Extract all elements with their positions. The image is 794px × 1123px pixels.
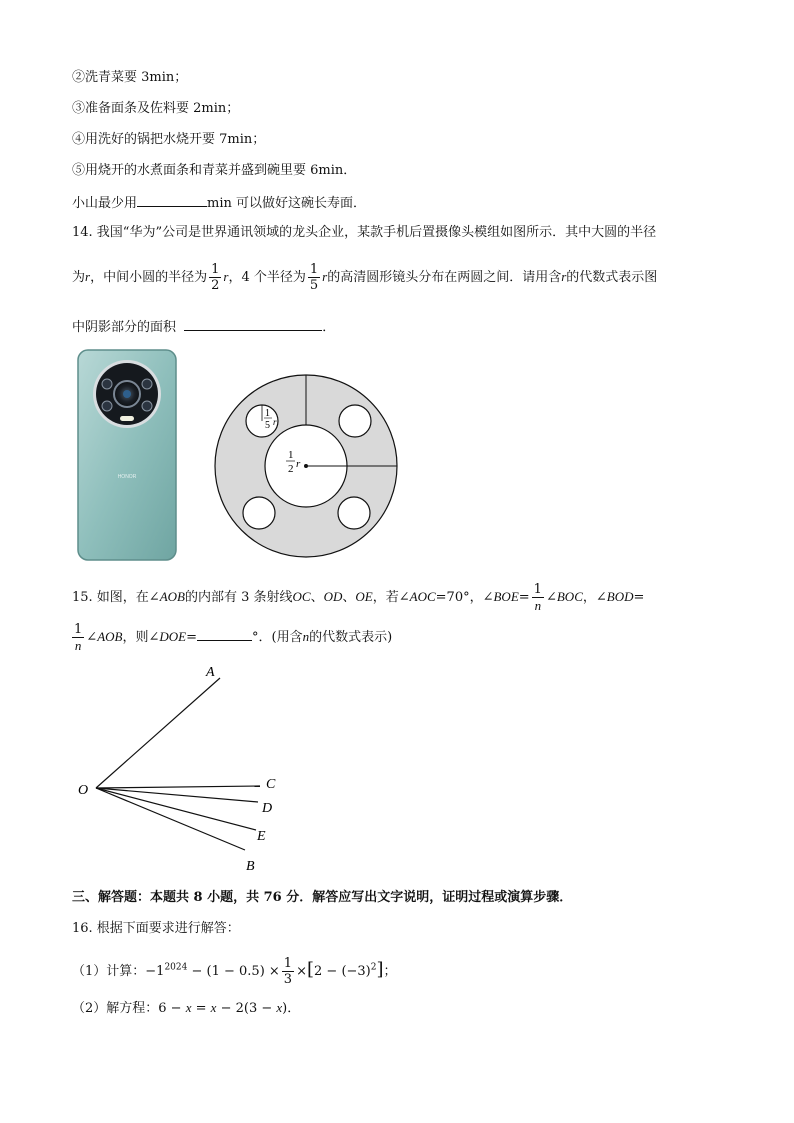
label-d: D xyxy=(262,801,273,816)
fraction-fifth xyxy=(308,262,320,293)
q16-p2-a: 6 − xyxy=(158,1001,186,1016)
q15-t1e: ∠ xyxy=(545,590,557,605)
camera-diagram xyxy=(208,372,404,568)
section-3-heading: 三、解答题：本题共 8 小题，共 76 分．解答应写出文字说明，证明过程或演算步骤． xyxy=(72,890,573,905)
lens-circle xyxy=(243,497,275,529)
angle-figure xyxy=(70,658,300,876)
answer-suffix: min 可以做好这碗长寿面． xyxy=(207,196,367,211)
answer-prefix: 小山最少用 xyxy=(72,196,138,211)
angle-boe: BOE xyxy=(493,589,519,604)
q15-t2b: ，则∠ xyxy=(122,630,160,645)
q15-t2e: 的代数式表示) xyxy=(309,630,393,645)
frac-num: 1 xyxy=(211,262,220,277)
q15-line1 xyxy=(72,582,644,613)
frac-num: 1 xyxy=(74,622,83,637)
var-r: r xyxy=(561,269,567,284)
sep: 、 xyxy=(342,590,356,605)
ray-oe-line xyxy=(96,788,256,830)
q16-p1-exp: 2024 xyxy=(164,962,188,973)
frac-den: 2 xyxy=(211,278,220,293)
q16-p1-label: （1）计算： xyxy=(72,964,146,979)
frac-den: n xyxy=(534,598,542,613)
fraction-third xyxy=(282,956,294,987)
lens-circle xyxy=(339,405,371,437)
label-mid-num: 1 xyxy=(288,449,294,461)
q14-t3: 中阴影部分的面积 xyxy=(72,320,177,335)
eq: = xyxy=(633,590,645,605)
ray-ob-line xyxy=(96,788,245,850)
fraction-1-over-n xyxy=(72,622,84,653)
ray-od-line xyxy=(96,788,258,802)
ray-oe: OE xyxy=(355,589,373,604)
q15-t2c: = xyxy=(186,630,197,645)
bracket-open: [ xyxy=(306,959,315,980)
q14-dot: ． xyxy=(322,320,336,335)
angle-boc: BOC xyxy=(556,589,583,604)
var-r: r xyxy=(223,269,229,284)
q15-t1b: 的内部有 3 条射线 xyxy=(184,590,293,605)
frac-den: 5 xyxy=(309,278,319,293)
label-o: O xyxy=(78,783,89,798)
var-n: n xyxy=(302,629,310,644)
q16-p1-a: −1 xyxy=(145,964,165,979)
angle-aob: AOB xyxy=(97,629,123,644)
label-e: E xyxy=(257,829,266,844)
angle-aoc: AOC xyxy=(409,589,436,604)
q14-line1: 14. 我国“华为”公司是世界通讯领域的龙头企业，某款手机后置摄像头模组如图所示．其中大圆的半径 xyxy=(72,225,657,240)
q14-t2a: 为 xyxy=(72,270,86,285)
phone-image xyxy=(76,348,178,562)
answer-blank[interactable] xyxy=(137,192,207,207)
q16-p1-d: 2 − (−3) xyxy=(314,964,371,979)
q16-p2-label: （2）解方程： xyxy=(72,1001,159,1016)
frac-num: 1 xyxy=(283,956,293,971)
flash xyxy=(120,416,134,421)
frac-den: n xyxy=(74,638,82,653)
q16-p2-b: = xyxy=(191,1001,211,1016)
item-cook-noodles: ⑤用烧开的水煮面条和青菜并盛到碗里要 6min． xyxy=(72,163,357,178)
item-prepare-noodles: ③准备面条及佐料要 2min； xyxy=(72,101,240,116)
ray-od: OD xyxy=(323,589,343,604)
var-r: r xyxy=(322,269,328,284)
item-answer-line xyxy=(72,192,366,214)
fraction-1-over-n xyxy=(532,582,544,613)
sep: 、 xyxy=(310,590,324,605)
angle-doe: DOE xyxy=(159,629,187,644)
ray-oc-line xyxy=(96,786,260,788)
q14-answer-blank[interactable] xyxy=(184,316,322,331)
ray-oc: OC xyxy=(292,589,311,604)
label-b: B xyxy=(246,859,255,874)
label-c: C xyxy=(266,777,276,792)
label-small-r: r xyxy=(273,417,277,427)
small-lens xyxy=(102,401,112,411)
label-mid-den: 2 xyxy=(288,463,294,475)
q14-line3 xyxy=(72,316,335,338)
q15-t1c: ，若∠ xyxy=(372,590,410,605)
q16-p2-d: )． xyxy=(282,1001,301,1016)
item-wash-vegetables: ②洗青菜要 3min； xyxy=(72,70,188,85)
small-lens xyxy=(102,379,112,389)
small-lens xyxy=(142,379,152,389)
q16-p1-exp2: 2 xyxy=(370,962,377,973)
q16-p1-e: ； xyxy=(383,964,397,979)
q16-p1-c: × xyxy=(296,964,307,979)
q14-t2d: 的高清圆形镜头分布在两圆之间．请用含 xyxy=(327,270,562,285)
label-small-den: 5 xyxy=(265,420,270,431)
var-x: x xyxy=(276,1000,283,1015)
q16-p1-b: − (1 − 0.5) × xyxy=(187,964,280,979)
item-boil-water: ④用洗好的锅把水烧开要 7min； xyxy=(72,132,266,147)
q15-t1d: =70°，∠ xyxy=(435,590,494,605)
q14-line2 xyxy=(72,262,657,293)
label-small-num: 1 xyxy=(265,408,270,419)
bracket-close: ] xyxy=(376,959,384,980)
q15-t2d: °．(用含 xyxy=(252,630,303,645)
q16-title: 16. 根据下面要求进行解答： xyxy=(72,921,240,936)
q15-t1a: 15. 如图，在∠ xyxy=(72,590,160,605)
angle-bod: BOD xyxy=(606,589,634,604)
q15-line2 xyxy=(72,622,392,653)
q16-part1 xyxy=(72,956,397,987)
frac-num: 1 xyxy=(533,582,542,597)
small-lens xyxy=(142,401,152,411)
q15-t2a: ∠ xyxy=(86,630,98,645)
var-x: x xyxy=(210,1000,217,1015)
frac-num: 1 xyxy=(309,262,319,277)
q15-answer-blank[interactable] xyxy=(197,626,252,641)
phone-brand: HONOR xyxy=(117,474,137,480)
var-x: x xyxy=(185,1000,192,1015)
var-r: r xyxy=(85,269,91,284)
angle-aob: AOB xyxy=(159,589,185,604)
fraction-half xyxy=(209,262,221,293)
q14-t2b: ，中间小圆的半径为 xyxy=(90,270,208,285)
lens-center xyxy=(123,390,131,398)
ray-oa-line xyxy=(96,678,220,788)
q16-part2 xyxy=(72,998,300,1019)
label-a: A xyxy=(206,665,215,680)
center-point xyxy=(304,464,308,468)
q16-p2-c: − 2(3 − xyxy=(216,1001,277,1016)
q14-t2e: 的代数式表示图 xyxy=(566,270,658,285)
q14-t2c: ，4 个半径为 xyxy=(228,270,306,285)
label-mid-r: r xyxy=(296,458,301,470)
eq: = xyxy=(518,590,530,605)
lens-circle xyxy=(338,497,370,529)
q15-t1f: ，∠ xyxy=(582,590,607,605)
frac-den: 3 xyxy=(283,972,293,987)
